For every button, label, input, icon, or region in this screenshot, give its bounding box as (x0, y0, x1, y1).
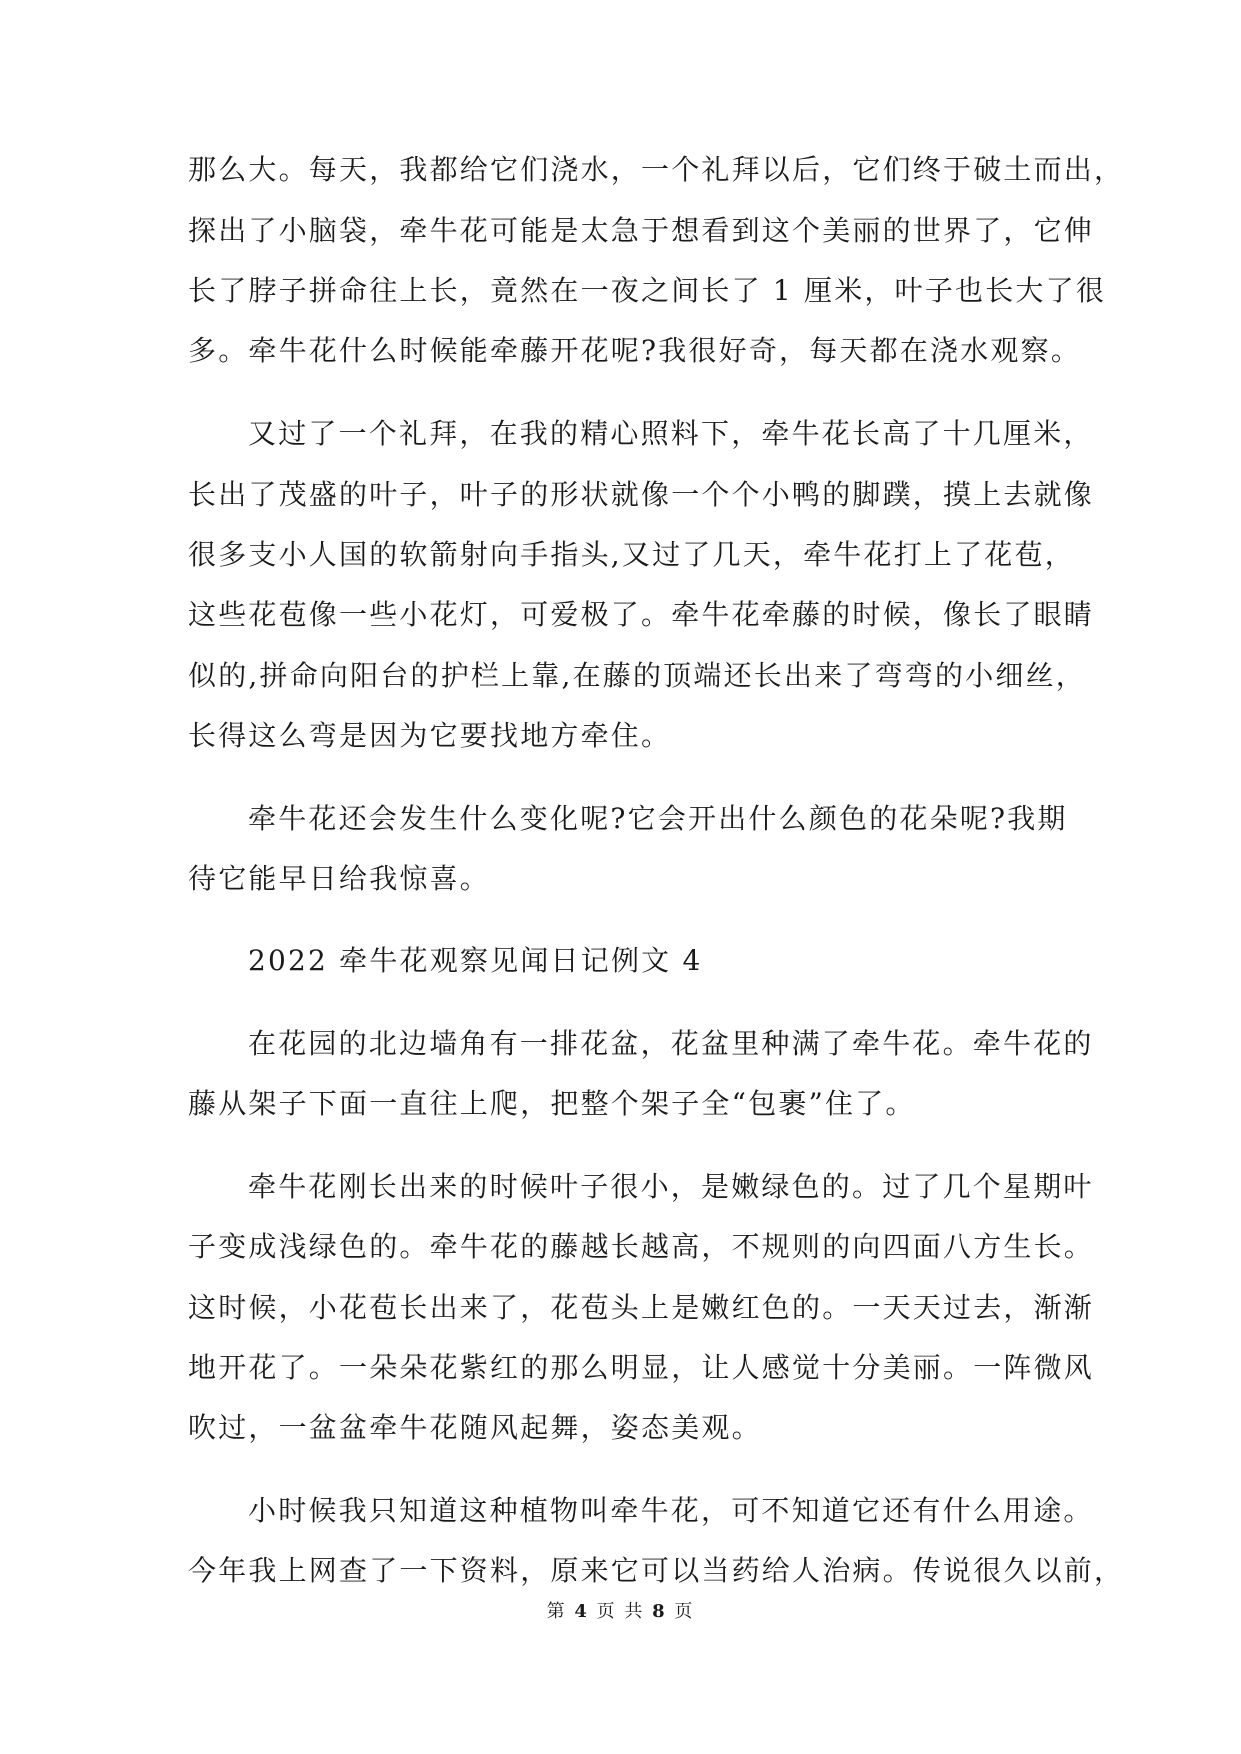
text-line: 这时候，小花苞长出来了，花苞头上是嫩红色的。一天天过去，渐渐 (188, 1291, 1095, 1324)
total-page-count: 8 (652, 1601, 667, 1622)
paragraph-start-line: 牵牛花还会发生什么变化呢?它会开出什么颜色的花朵呢?我期 (248, 802, 1068, 835)
text-line: 似的,拼命向阳台的护栏上靠,在藤的顶端还长出来了弯弯的小细丝， (188, 659, 1087, 692)
text-line: 长出了茂盛的叶子，叶子的形状就像一个个小鸭的脚蹼，摸上去就像 (188, 478, 1095, 511)
text-line: 子变成浅绿色的。牵牛花的藤越长越高，不规则的向四面八方生长。 (188, 1230, 1095, 1263)
section-heading: 2022 牵牛花观察见闻日记例文 4 (248, 944, 703, 977)
text-line: 很多支小人国的软箭射向手指头,又过了几天，牵牛花打上了花苞， (188, 538, 1075, 571)
text-line: 今年我上网查了一下资料，原来它可以当药给人治病。传说很久以前， (188, 1554, 1125, 1587)
footer-prefix: 第 (546, 1601, 567, 1622)
text-line: 探出了小脑袋，牵牛花可能是太急于想看到这个美丽的世界了，它伸 (188, 214, 1095, 247)
text-line: 这些花苞像一些小花灯，可爱极了。牵牛花牵藤的时候，像长了眼睛 (188, 598, 1095, 631)
text-line: 那么大。每天，我都给它们浇水，一个礼拜以后，它们终于破土而出， (188, 153, 1125, 186)
text-line: 藤从架子下面一直往上爬，把整个架子全“包裹”住了。 (188, 1087, 916, 1120)
current-page-number: 4 (574, 1601, 589, 1622)
text-line: 长得这么弯是因为它要找地方牵住。 (188, 719, 672, 752)
paragraph-start-line: 又过了一个礼拜，在我的精心照料下，牵牛花长高了十几厘米， (248, 417, 1094, 450)
text-line: 多。牵牛花什么时候能牵藤开花呢?我很好奇，每天都在浇水观察。 (188, 334, 1082, 367)
text-line: 地开花了。一朵朵花紫红的那么明显，让人感觉十分美丽。一阵微风 (188, 1351, 1095, 1384)
footer-mid: 页 共 (596, 1601, 645, 1622)
text-line: 长了脖子拼命往上长，竟然在一夜之间长了 1 厘米，叶子也长大了很 (188, 274, 1107, 307)
text-line: 待它能早日给我惊喜。 (188, 862, 491, 895)
paragraph-start-line: 牵牛花刚长出来的时候叶子很小，是嫩绿色的。过了几个星期叶 (248, 1170, 1094, 1203)
page-footer (0, 1600, 1241, 1624)
paragraph-start-line: 在花园的北边墙角有一排花盆，花盆里种满了牵牛花。牵牛花的 (248, 1027, 1094, 1060)
footer-suffix: 页 (674, 1601, 695, 1622)
text-line: 吹过，一盆盆牵牛花随风起舞，姿态美观。 (188, 1411, 762, 1444)
paragraph-start-line: 小时候我只知道这种植物叫牵牛花，可不知道它还有什么用途。 (248, 1494, 1094, 1527)
